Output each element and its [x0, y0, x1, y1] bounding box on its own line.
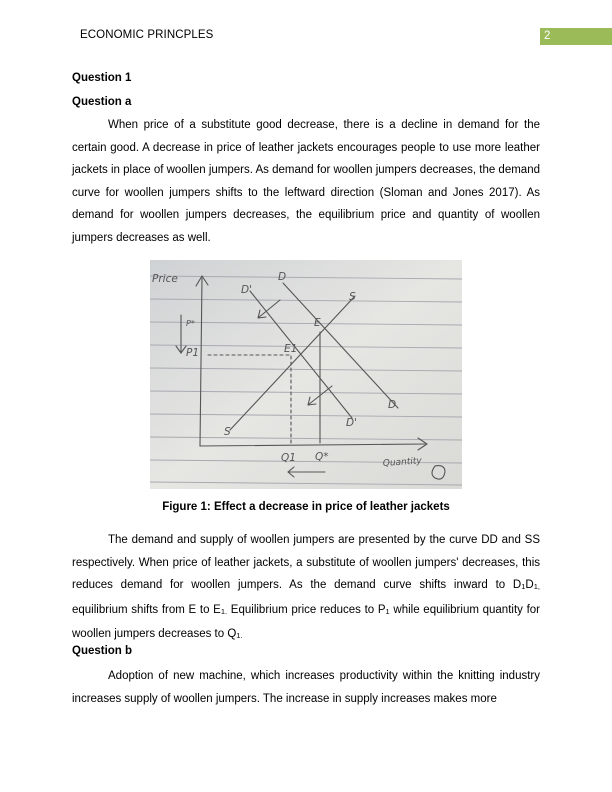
label-p1: P1 — [186, 347, 200, 359]
hand-drawn-graph — [150, 260, 462, 489]
label-q-star: Q* — [315, 451, 329, 463]
paragraph-2 — [72, 529, 540, 648]
paragraph-3-text: Adoption of new machine, which increases productivity within the knitting industry increases supply of woollen jumpers. The increase in supply increases makes more — [72, 670, 540, 705]
question-b-heading-wrap — [72, 639, 540, 663]
p2-sub-1: 1 — [521, 582, 526, 592]
label-d1-top: D' — [241, 284, 252, 296]
label-s-top: S — [349, 291, 356, 303]
paper-background — [150, 260, 462, 489]
p2-text-e: while equilibrium quantity for woollen jumpers decreases to Q — [72, 603, 540, 641]
page-header — [72, 28, 612, 46]
running-title: ECONOMIC PRINCPLES — [80, 29, 214, 41]
p2-sub-2: 1, — [533, 582, 540, 592]
p2-text-a: The demand and supply of woollen jumpers are presented by the curve DD and SS respectively. When price of leather jackets, a substitute of woollen jumpers' decreases, this reduces demand for woollen jumpers. As the demand curve shifts inward to D — [72, 534, 540, 592]
figure-caption: Figure 1: Effect a decrease in price of leather jackets — [162, 501, 450, 513]
paragraph-2-text — [72, 529, 540, 648]
label-d-top: D — [278, 271, 287, 283]
label-price: Price — [152, 273, 178, 285]
p2-sub-5: 1. — [236, 631, 243, 641]
heading-question-a: Question a — [72, 96, 132, 108]
main-content — [72, 66, 540, 250]
heading-question-1: Question 1 — [72, 72, 132, 84]
label-d1-bottom: D' — [346, 417, 357, 429]
label-p-star: P* — [186, 319, 195, 328]
paragraph-1: When price of a substitute good decrease, there is a decline in demand for the certain good. A decrease in price of leather jackets encourages people to use more leather jackets in place of woollen jumpers. As demand for woollen jumpers decreases, the demand curve for woollen jumpers shifts to the leftward direction (Sloman and Jones 2017). As demand for woollen jumpers decreases, the equilibrium price and quantity of woollen jumpers decreases as well. — [72, 119, 540, 244]
p2-text-b: D — [525, 579, 534, 592]
p2-sub-3: 1. — [220, 606, 228, 616]
label-q1: Q1 — [281, 452, 296, 464]
label-quantity: Quantity — [382, 456, 423, 469]
p2-sub-4: 1 — [385, 606, 390, 616]
label-s-bottom: S — [224, 426, 231, 438]
p2-text-c: equilibrium shifts from E to E — [72, 603, 221, 616]
label-d-bottom: D — [388, 399, 397, 411]
label-e: E — [314, 317, 321, 329]
page-number: 2 — [540, 28, 612, 45]
p2-text-d: Equilibrium price reduces to P — [227, 603, 386, 616]
heading-question-b: Question b — [72, 645, 133, 657]
paragraph-3 — [72, 665, 540, 710]
label-e1: E1 — [284, 343, 298, 355]
figure-1-photo — [150, 260, 462, 489]
